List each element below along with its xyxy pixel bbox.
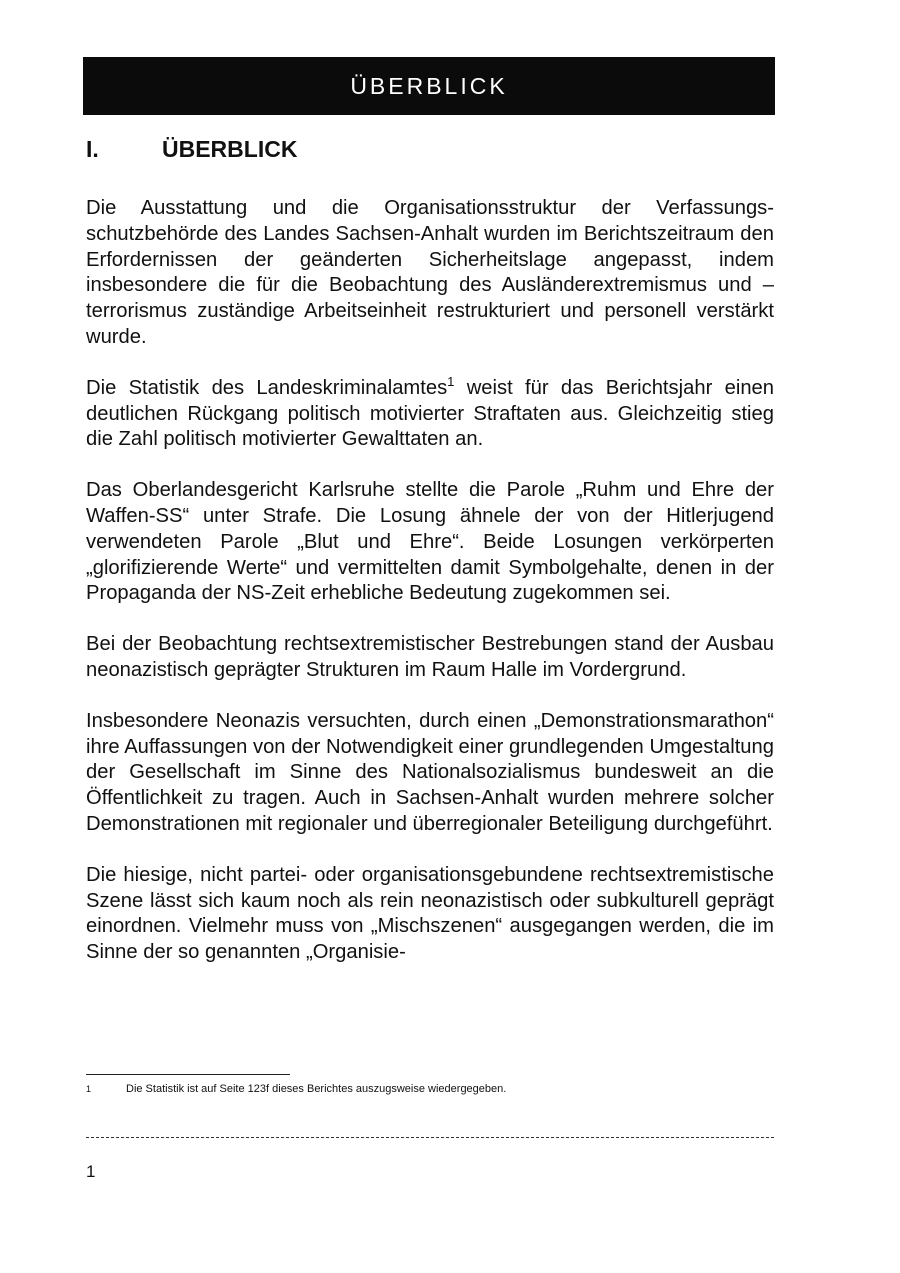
paragraph: Die hiesige, nicht partei- oder organisationsgebundene rechtsextremistische Szene lässt sich kaum noch als rein neonazistisch oder subkulturell geprägt einordnen. Vielmehr muss von „Mischszenen“ ausgegangen werden, die im Sinne der so genannten „Organisie- xyxy=(86,863,774,964)
section-title: ÜBERBLICK xyxy=(162,136,298,162)
footnote-text: Die Statistik ist auf Seite 123f dieses Berichtes auszugsweise wiedergegeben. xyxy=(126,1083,507,1095)
page-number: 1 xyxy=(86,1162,96,1181)
page-header-bar xyxy=(83,57,775,115)
paragraph-text: weist für das Berichtsjahr einen deutlichen Rückgang politisch motivierter Straftaten aus. Gleichzeitig stieg die Zahl politisch motivierter Gewalttaten an. xyxy=(86,376,774,451)
section-heading xyxy=(86,136,297,163)
section-number: I. xyxy=(86,136,99,162)
page-footer-divider xyxy=(86,1137,774,1138)
paragraph: Die Ausstattung und die Organisationsstruktur der Verfassungsschutzbehörde des Landes Sachsen-Anhalt wurden im Berichtszeitraum den Erfordernissen der geänderten Sicherheitslage angepasst, indem insbesondere die für die Beobachtung des Ausländerextremismus und –terrorismus zuständige Arbeitseinheit restrukturiert und personell verstärkt wurde. xyxy=(86,197,774,348)
paragraph: Insbesondere Neonazis versuchten, durch einen „Demonstrationsmarathon“ ihre Auffassungen von der Notwendigkeit einer grundlegenden Umgestaltung der Gesellschaft im Sinne des Nationalsozialismus bundesweit an die Öffentlichkeit zu tragen. Auch in Sachsen-Anhalt wurden mehrere solcher Demonstrationen mit regionaler und überregionaler Beteiligung durchgeführt. xyxy=(86,709,774,835)
paragraph-text: Die Statistik des Landeskriminalamtes xyxy=(86,376,448,399)
footnote-reference[interactable]: 1 xyxy=(447,373,455,389)
footnote-number: 1 xyxy=(86,1084,92,1094)
footnote xyxy=(86,1082,774,1096)
body-text xyxy=(86,196,774,991)
paragraph xyxy=(86,373,774,453)
paragraph: Das Oberlandesgericht Karlsruhe stellte die Parole „Ruhm und Ehre der Waffen-SS“ unter Strafe. Die Losung ähnele der von der Hitlerjugend verwendeten Parole „Blut und Ehre“. Beide Losungen verkörperten „glorifizierende Werte“ und vermittelten damit Symbolgehalte, denen in der Propaganda der NS-Zeit erhebliche Bedeutung zugekommen sei. xyxy=(86,479,774,605)
footnote-divider xyxy=(86,1074,290,1075)
paragraph: Bei der Beobachtung rechtsextremistischer Bestrebungen stand der Ausbau neonazistisch geprägter Strukturen im Raum Halle im Vordergrund. xyxy=(86,633,774,681)
page-header-title: ÜBERBLICK xyxy=(350,72,508,99)
